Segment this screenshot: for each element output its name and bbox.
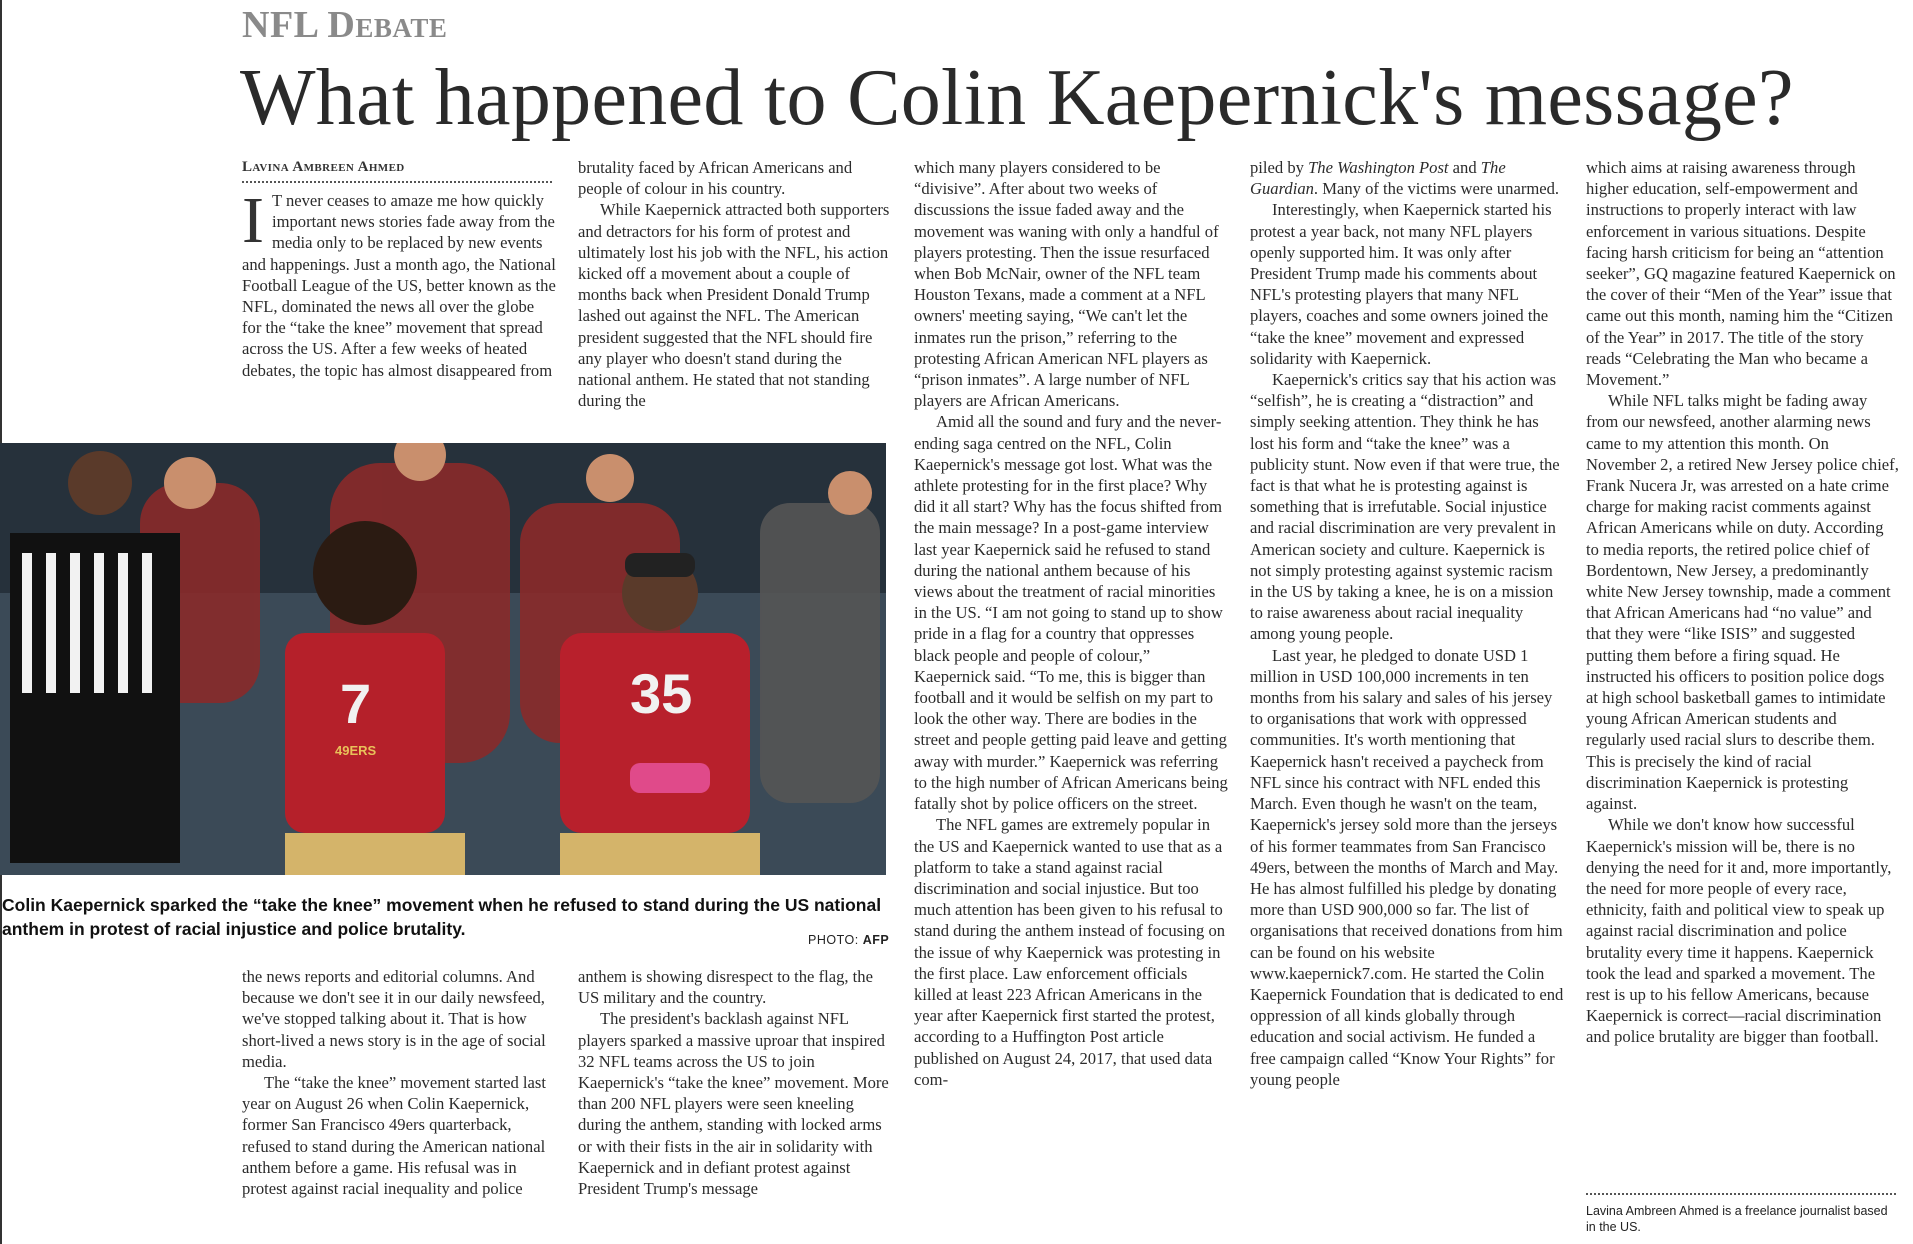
paragraph: While we don't know how successful Kaepernick's mission will be, there is no denying the need for it and, more importantly, the need for more people of every race, ethnicity, faith and political view to speak up against racial discrimination and police brutality every time it happens. Kaepernick took the lead and sparked a movement. The rest is up to his fellow Americans, because Kaepernick is correct—racial discrimination and police brutality are bigger than football. (1586, 815, 1892, 1047)
paragraph: The “take the knee” movement started last year on August 26 when Colin Kaepernick, former San Francisco 49ers quarterback, refused to stand during the American national anthem before a game. His refusal was in protest against racial inequality and police (242, 1073, 546, 1199)
publication-name: The Guardian (1250, 158, 1506, 199)
paragraph: Interestingly, when Kaepernick started his protest a year back, not many NFL players openly supported him. It was only after President Trump made his comments about NFL's protesting players that many NFL players, coaches and some owners joined the “take the knee” movement and expressed solidarity with Kaepernick. (1250, 200, 1552, 368)
column-1-top (242, 184, 556, 430)
paragraph: The president's backlash against NFL players sparked a massive uproar that inspired 32 NFL teams across the US to join Kaepernick's “take the knee” movement. More than 200 NFL players were seen kneeling during the anthem, standing with locked arms or with their fists in the air in solidarity with Kaepernick and in defiant protest against President Trump's message (578, 1009, 889, 1199)
paragraph: brutality faced by African Americans and people of colour in his country. (578, 158, 853, 199)
publication-name: The Washington Post (1308, 158, 1449, 177)
paragraph-text: T never ceases to amaze me how quickly important news stories fade away from the media only to be replaced by new events and happenings. Just a month ago, the National Football League of the US, better known as the NFL, dominated the news all over the globe for the “take the knee” movement that spread across the US. After a few weeks of heated debates, the topic has almost disappeared from (242, 191, 556, 380)
author-bio: Lavina Ambreen Ahmed is a freelance journalist based in the US. (1586, 1193, 1896, 1235)
jersey-number-7: 7 (340, 672, 372, 735)
column-1-bottom (242, 966, 556, 1226)
paragraph-text: piled by (1250, 158, 1309, 177)
section-kicker: NFL Debate (242, 4, 448, 46)
jersey-wordmark: 49ERS (335, 743, 377, 758)
column-2-top (578, 157, 892, 437)
jersey-number-35: 35 (630, 662, 693, 725)
column-2-bottom (578, 966, 892, 1226)
kneeling-players-image (0, 443, 886, 875)
headline: What happened to Colin Kaepernick's message? (240, 54, 1794, 142)
column-5 (1586, 157, 1900, 1187)
paragraph: anthem is showing disrespect to the flag, the US military and the country. (578, 967, 873, 1008)
paragraph: Amid all the sound and fury and the never-ending saga centred on the NFL, Colin Kaepernick's message got lost. What was the athlete protesting for in the first place? Why did it all start? Why has the focus shifted from the main message? In a post-game interview last year Kaepernick said he refused to stand during the national anthem because of his views about the treatment of racial minorities in the US. “I am not going to stand up to show pride in a flag for a country that oppresses black people and people of colour,” Kaepernick said. “To me, this is bigger than football and it would be selfish on my part to look the other way. There are bodies in the street and people getting paid leave and getting away with murder.” Kaepernick was referring to the high number of African Americans being fatally shot by police officers on the street. (914, 412, 1228, 814)
paragraph: which aims at raising awareness through higher education, self-empowerment and instructions to properly interact with law enforcement in various situations. Despite facing harsh criticism for being an “attention seeker”, GQ magazine featured Kaepernick on the cover of their “Men of the Year” issue that came out this month, naming him the “Citizen of the Year” in 2017. The title of the story reads “Celebrating the Man who became a Movement.” (1586, 158, 1896, 390)
drop-cap: I (242, 184, 264, 257)
paragraph: Kaepernick's critics say that his action was “selfish”, he is creating a “distraction” and simply seeking attention. They think he has lost his form and “take the knee” was a publicity stunt. Now even if that were true, the fact is that what he is protesting against is something that is irrefutable. Social injustice and racial discrimination are very prevalent in American society and culture. Kaepernick is not simply protesting against systemic racism in the US by taking a knee, he is on a mission to raise awareness about racial inequality among young people. (1250, 370, 1560, 644)
article-photo (0, 443, 886, 875)
paragraph: Last year, he pledged to donate USD 1 million in USD 100,000 increments in ten months from his salary and sales of his jersey to organisations that work with oppressed communities. It's worth mentioning that Kaepernick hasn't received a paycheck from NFL since his contract with NFL ended this March. Even though he wasn't on the team, Kaepernick's jersey sold more than the jerseys of his former teammates from San Francisco 49ers, between the months of March and May. He has almost fulfilled his pledge by donating more than USD 900,000 so far. The list of organisations that received donations from him can be found on his website www.kaepernick7.com. He started the Colin Kaepernick Foundation that is dedicated to end oppression of all kinds globally through education and social activism. He funded a free campaign called “Know Your Rights” for young people (1250, 645, 1564, 1089)
paragraph: which many players considered to be “divisive”. After about two weeks of discussions the issue faded away and the movement was waning with only a handful of players protesting. Then the issue resurfaced when Bob McNair, owner of the NFL team Houston Texans, made a comment at a NFL owners' meeting saying, “We can't let the inmates run the prison,” referring to the protesting African American NFL players as “prison inmates”. A large number of NFL players are African Americans. (914, 158, 1219, 411)
paragraph-text: and (1448, 158, 1481, 177)
paragraph-text: . Many of the victims were unarmed. (1313, 179, 1560, 199)
column-3 (914, 157, 1228, 1237)
paragraph: While NFL talks might be fading away from our newsfeed, another alarming news came to my attention this month. On November 2, a retired New Jersey police chief, Frank Nucera Jr, was arrested on a hate crime charge for making racist comments against African Americans while on duty. According to media reports, the retired police chief of Bordentown, New Jersey, a predominantly white New Jersey township, made a comment that African Americans had “no value” and that they were “like ISIS” and suggested putting them before a firing squad. He instructed his officers to position police dogs at high school basketball games to intimidate young African American students and regularly used racial slurs to describe them. This is precisely the kind of racial discrimination Kaepernick is protesting against. (1586, 391, 1899, 814)
paragraph: While Kaepernick attracted both supporters and detractors for his form of protest and ultimately lost his job with the NFL, his action kicked off a movement about a couple of months back when President Donald Trump lashed out against the NFL. The American president suggested that the NFL should fire any player who doesn't stand during the national anthem. He stated that not standing during the (578, 200, 890, 411)
paragraph (1250, 157, 1564, 199)
column-4 (1250, 157, 1564, 1237)
paragraph (242, 184, 556, 381)
photo-credit (808, 933, 889, 947)
photo-credit-source: AFP (862, 933, 890, 947)
photo-credit-label: PHOTO: (808, 933, 859, 947)
photo-caption: Colin Kaepernick sparked the “take the knee” movement when he refused to stand during the US national anthem in protest of racial injustice and police brutality. (2, 895, 882, 939)
byline: Lavina Ambreen Ahmed (242, 157, 552, 183)
paragraph: The NFL games are extremely popular in the US and Kaepernick wanted to use that as a platform to take a stand against racial discrimination and social injustice. But too much attention has been given to his refusal to stand during the anthem instead of focusing on the issue of why Kaepernick was protesting in the first place. Law enforcement officials killed at least 223 African Americans in the year after Kaepernick first started the protest, according to a Huffington Post article published on August 24, 2017, that used data com- (914, 815, 1226, 1089)
paragraph: the news reports and editorial columns. And because we don't see it in our daily newsfeed, we've stopped talking about it. That is how short-lived a news story is in the age of social media. (242, 967, 546, 1071)
